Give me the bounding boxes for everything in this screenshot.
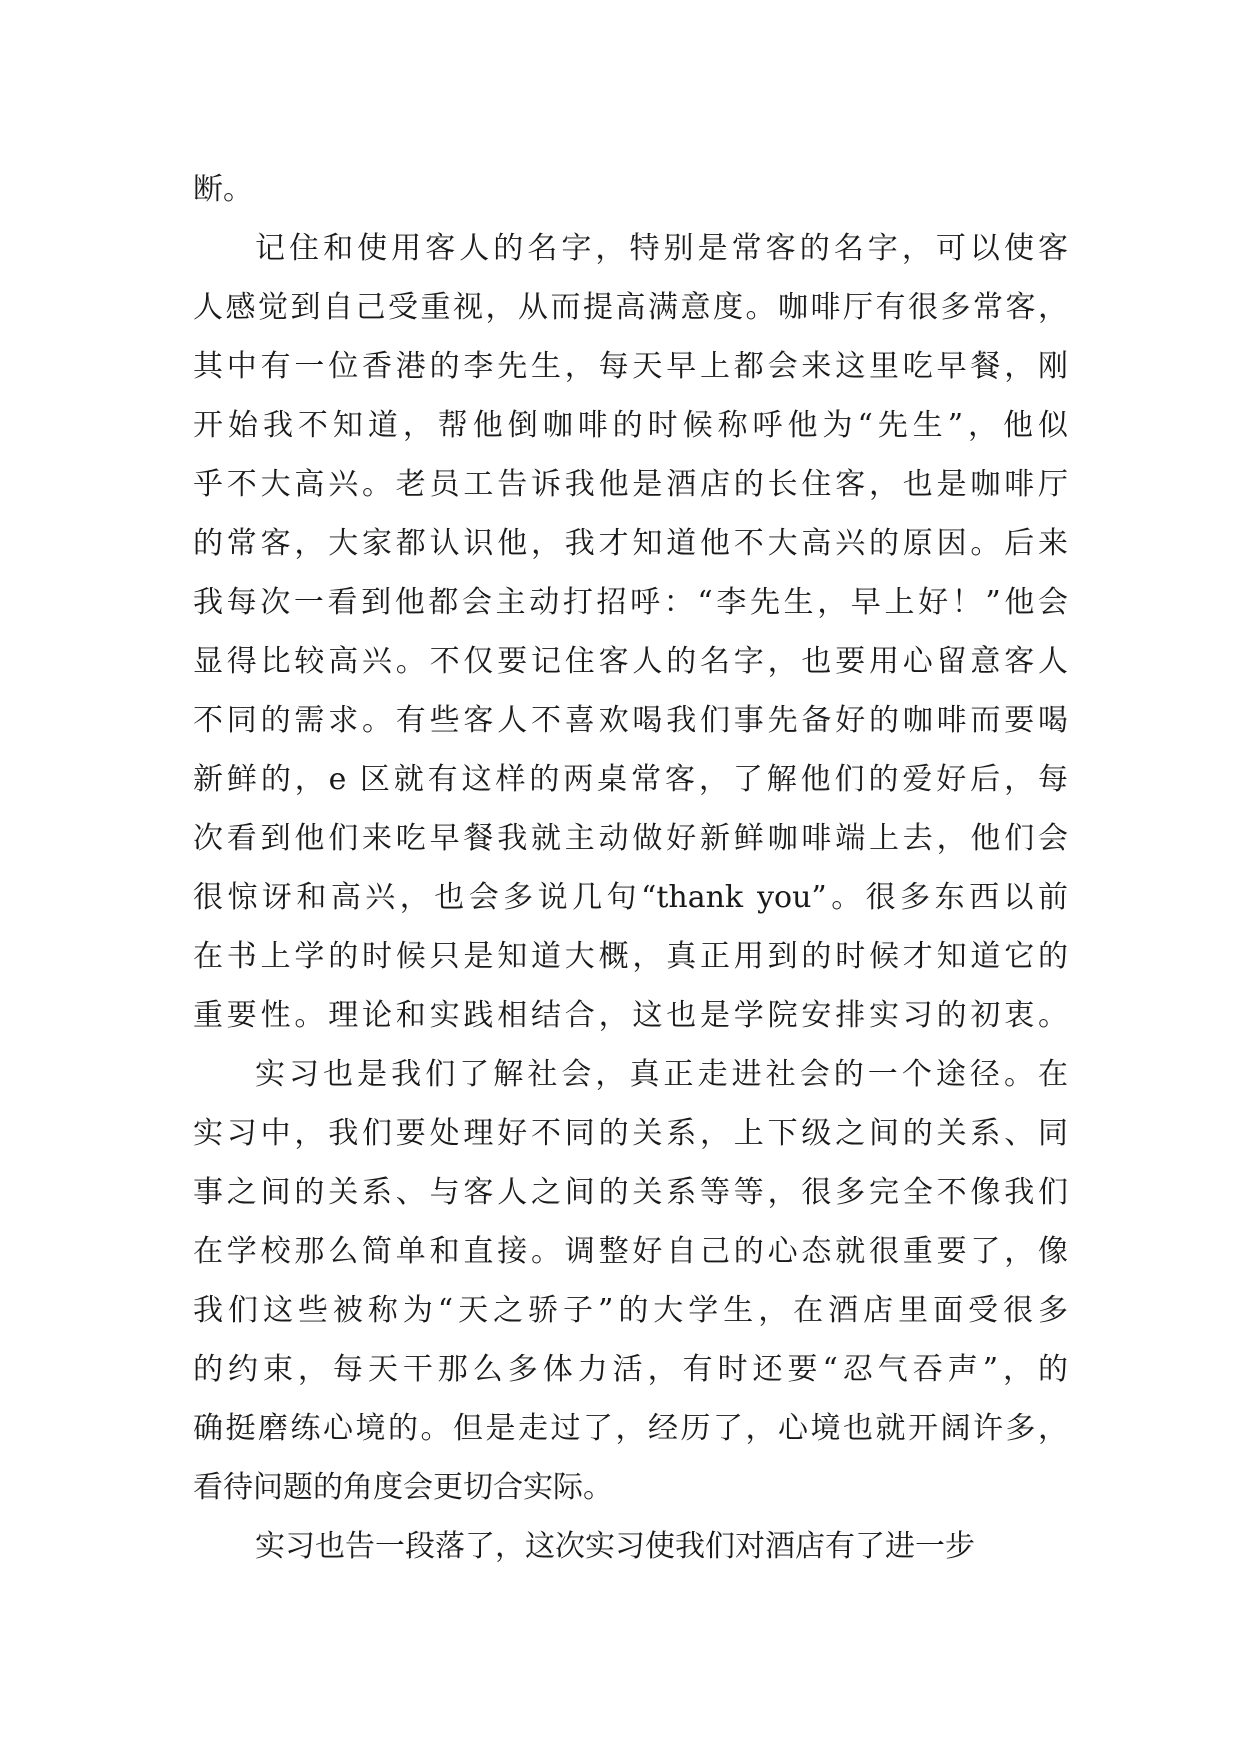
- text-line: 实习中，我们要处理好不同的关系，上下级之间的关系、同: [193, 1116, 1068, 1151]
- text-line: 确挺磨练心境的。但是走过了，经历了，心境也就开阔许多，: [193, 1411, 1068, 1446]
- text-line: 显得比较高兴。不仅要记住客人的名字，也要用心留意客人: [193, 644, 1068, 679]
- text-line: 我每次一看到他都会主动打招呼：“李先生，早上好！”他会: [193, 585, 1068, 620]
- text-line: 其中有一位香港的李先生，每天早上都会来这里吃早餐，刚: [193, 349, 1068, 384]
- text-line: 次看到他们来吃早餐我就主动做好新鲜咖啡端上去，他们会: [193, 821, 1068, 856]
- text-line: 的常客，大家都认识他，我才知道他不大高兴的原因。后来: [193, 526, 1068, 561]
- text-line: 看待问题的角度会更切合实际。: [193, 1470, 613, 1505]
- text-line: 断。: [193, 172, 253, 207]
- text-line: 的约束，每天干那么多体力活，有时还要“忍气吞声”，的: [193, 1352, 1068, 1387]
- text-line: 开始我不知道，帮他倒咖啡的时候称呼他为“先生”，他似: [193, 408, 1068, 443]
- text-line: 事之间的关系、与客人之间的关系等等，很多完全不像我们: [193, 1175, 1068, 1210]
- text-line: 在学校那么简单和直接。调整好自己的心态就很重要了，像: [193, 1234, 1068, 1269]
- text-line: 乎不大高兴。老员工告诉我他是酒店的长住客，也是咖啡厅: [193, 467, 1068, 502]
- text-line: 不同的需求。有些客人不喜欢喝我们事先备好的咖啡而要喝: [193, 703, 1068, 738]
- paragraph-first-line: 实习也告一段落了，这次实习使我们对酒店有了进一步: [255, 1529, 975, 1564]
- text-line: 在书上学的时候只是知道大概，真正用到的时候才知道它的: [193, 939, 1068, 974]
- text-line: 很惊讶和高兴，也会多说几句“thank you”。很多东西以前: [193, 880, 1068, 915]
- text-line: 新鲜的，e 区就有这样的两桌常客，了解他们的爱好后，每: [193, 762, 1068, 797]
- paragraph-first-line: 记住和使用客人的名字，特别是常客的名字，可以使客: [255, 231, 1068, 266]
- text-line: 重要性。理论和实践相结合，这也是学院安排实习的初衷。: [193, 998, 1068, 1033]
- paragraph-first-line: 实习也是我们了解社会，真正走进社会的一个途径。在: [255, 1057, 1068, 1092]
- text-line: 我们这些被称为“天之骄子”的大学生，在酒店里面受很多: [193, 1293, 1068, 1328]
- text-line: 人感觉到自己受重视，从而提高满意度。咖啡厅有很多常客，: [193, 290, 1068, 325]
- body-text: [193, 160, 1068, 1576]
